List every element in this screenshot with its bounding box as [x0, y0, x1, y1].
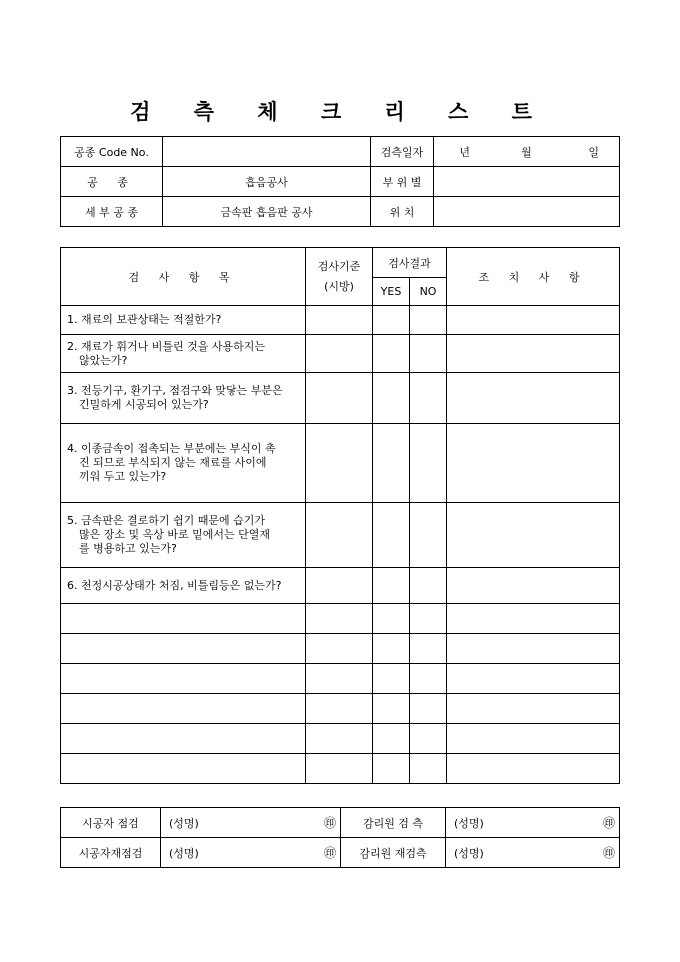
date-month-field[interactable]: 월	[496, 137, 558, 167]
yes-cell[interactable]	[373, 634, 410, 664]
empty-row	[61, 724, 620, 754]
inspection-date-label: 검측일자	[371, 137, 434, 167]
no-cell[interactable]	[410, 664, 447, 694]
standard-cell[interactable]	[306, 373, 373, 424]
no-cell[interactable]	[410, 604, 447, 634]
action-cell[interactable]	[447, 503, 620, 568]
item-cell[interactable]	[61, 634, 306, 664]
check-item-text-cont: 끼워 두고 있는가?	[79, 470, 167, 483]
col-standard-line1: 검사기준	[317, 259, 361, 273]
standard-cell[interactable]	[306, 503, 373, 568]
action-cell[interactable]	[447, 724, 620, 754]
table-row	[61, 335, 620, 373]
part-field[interactable]	[434, 167, 620, 197]
work-type-value[interactable]: 흡음공사	[163, 167, 371, 197]
action-cell[interactable]	[447, 694, 620, 724]
check-item-text: 3. 전등기구, 환기구, 점검구와 맞닿는 부분은	[67, 384, 283, 397]
yes-cell[interactable]	[373, 754, 410, 784]
header-row-work-type	[61, 167, 620, 197]
empty-row	[61, 634, 620, 664]
standard-cell[interactable]	[306, 604, 373, 634]
standard-cell[interactable]	[306, 424, 373, 503]
check-item-4	[61, 424, 306, 503]
standard-cell[interactable]	[306, 694, 373, 724]
action-cell[interactable]	[447, 568, 620, 604]
col-action-header: 조 치 사 항	[447, 248, 620, 306]
check-item-text: 4. 이종금속이 접촉되는 부분에는 부식이 촉	[67, 442, 276, 455]
table-row	[61, 306, 620, 335]
work-type-label: 공 종	[61, 167, 163, 197]
no-cell[interactable]	[410, 724, 447, 754]
item-cell[interactable]	[61, 694, 306, 724]
supervisor-check-label: 감리원 검 측	[341, 808, 446, 838]
no-cell[interactable]	[410, 306, 447, 335]
date-year-field[interactable]: 년	[434, 137, 496, 167]
empty-row	[61, 664, 620, 694]
header-row-detail	[61, 197, 620, 227]
check-item-text-cont: 많은 장소 및 옥상 바로 밑에서는 단열재	[79, 528, 270, 541]
no-cell[interactable]	[410, 568, 447, 604]
yes-cell[interactable]	[373, 373, 410, 424]
check-item-6	[61, 568, 306, 604]
seal-mark: ㊞	[241, 808, 341, 838]
contractor-name-field[interactable]: (성명)	[161, 808, 241, 838]
yes-cell[interactable]	[373, 664, 410, 694]
action-cell[interactable]	[447, 604, 620, 634]
table-row	[61, 424, 620, 503]
no-cell[interactable]	[410, 694, 447, 724]
signature-table	[60, 807, 620, 868]
action-cell[interactable]	[447, 634, 620, 664]
table-row	[61, 503, 620, 568]
signature-row-recheck	[61, 838, 620, 868]
check-item-text-cont: 를 병용하고 있는가?	[79, 542, 177, 555]
action-cell[interactable]	[447, 754, 620, 784]
empty-row	[61, 694, 620, 724]
check-item-5	[61, 503, 306, 568]
table-row	[61, 373, 620, 424]
supervisor-name-field[interactable]: (성명)	[446, 808, 526, 838]
yes-cell[interactable]	[373, 503, 410, 568]
yes-cell[interactable]	[373, 335, 410, 373]
yes-cell[interactable]	[373, 568, 410, 604]
no-cell[interactable]	[410, 754, 447, 784]
col-yes-header: YES	[373, 278, 410, 306]
yes-cell[interactable]	[373, 724, 410, 754]
no-cell[interactable]	[410, 503, 447, 568]
work-code-field[interactable]	[163, 137, 371, 167]
seal-mark: ㊞	[526, 838, 620, 868]
action-cell[interactable]	[447, 373, 620, 424]
standard-cell[interactable]	[306, 306, 373, 335]
check-item-text: 6. 천정시공상태가 처짐, 비틀림등은 없는가?	[67, 578, 282, 592]
no-cell[interactable]	[410, 634, 447, 664]
yes-cell[interactable]	[373, 306, 410, 335]
no-cell[interactable]	[410, 424, 447, 503]
supervisor-recheck-name-field[interactable]: (성명)	[446, 838, 526, 868]
check-item-3	[61, 373, 306, 424]
supervisor-recheck-label: 감리원 재검측	[341, 838, 446, 868]
action-cell[interactable]	[447, 335, 620, 373]
empty-row	[61, 754, 620, 784]
action-cell[interactable]	[447, 424, 620, 503]
yes-cell[interactable]	[373, 694, 410, 724]
location-label: 위 치	[371, 197, 434, 227]
contractor-recheck-label: 시공자재점검	[61, 838, 161, 868]
check-item-text-cont: 긴밀하게 시공되어 있는가?	[79, 398, 209, 411]
standard-cell[interactable]	[306, 754, 373, 784]
check-item-text: 5. 금속판은 결로하기 쉽기 때문에 습기가	[67, 514, 265, 527]
standard-cell[interactable]	[306, 724, 373, 754]
checklist-header-row	[61, 248, 620, 278]
check-item-text: 1. 재료의 보관상태는 적절한가?	[67, 313, 222, 326]
table-row	[61, 568, 620, 604]
item-cell[interactable]	[61, 664, 306, 694]
standard-cell[interactable]	[306, 664, 373, 694]
action-cell[interactable]	[447, 306, 620, 335]
check-item-text: 2. 재료가 휘거나 비틀린 것을 사용하지는	[67, 339, 265, 353]
part-label: 부 위 별	[371, 167, 434, 197]
header-info-table	[60, 136, 620, 227]
standard-cell[interactable]	[306, 568, 373, 604]
no-cell[interactable]	[410, 335, 447, 373]
yes-cell[interactable]	[373, 424, 410, 503]
col-item-header: 검 사 항 목	[61, 248, 306, 306]
contractor-check-label: 시공자 점검	[61, 808, 161, 838]
no-cell[interactable]	[410, 373, 447, 424]
detail-work-value[interactable]: 금속판 흡음판 공사	[163, 197, 371, 227]
item-cell[interactable]	[61, 754, 306, 784]
yes-cell[interactable]	[373, 604, 410, 634]
action-cell[interactable]	[447, 664, 620, 694]
page-title: 검 측 체 크 리 스 트	[130, 99, 550, 124]
seal-mark: ㊞	[241, 838, 341, 868]
checklist-table	[60, 247, 620, 784]
work-code-label: 공종 Code No.	[61, 137, 163, 167]
check-item-2	[61, 335, 306, 373]
header-row-code	[61, 137, 620, 167]
location-field[interactable]	[434, 197, 620, 227]
standard-cell[interactable]	[306, 335, 373, 373]
contractor-recheck-name-field[interactable]: (성명)	[161, 838, 241, 868]
standard-cell[interactable]	[306, 634, 373, 664]
item-cell[interactable]	[61, 724, 306, 754]
col-standard-header	[306, 248, 373, 306]
col-no-header: NO	[410, 278, 447, 306]
item-cell[interactable]	[61, 604, 306, 634]
date-day-field[interactable]: 일	[558, 137, 620, 167]
check-item-text-cont: 진 되므로 부식되지 않는 재료를 사이에	[79, 456, 267, 469]
check-item-1	[61, 306, 306, 335]
col-result-header: 검사결과	[373, 248, 447, 278]
detail-work-label: 세 부 공 종	[61, 197, 163, 227]
empty-row	[61, 604, 620, 634]
col-standard-line2: (시방)	[324, 279, 354, 293]
check-item-text-cont: 않았는가?	[79, 353, 128, 367]
seal-mark: ㊞	[526, 808, 620, 838]
signature-row-check	[61, 808, 620, 838]
